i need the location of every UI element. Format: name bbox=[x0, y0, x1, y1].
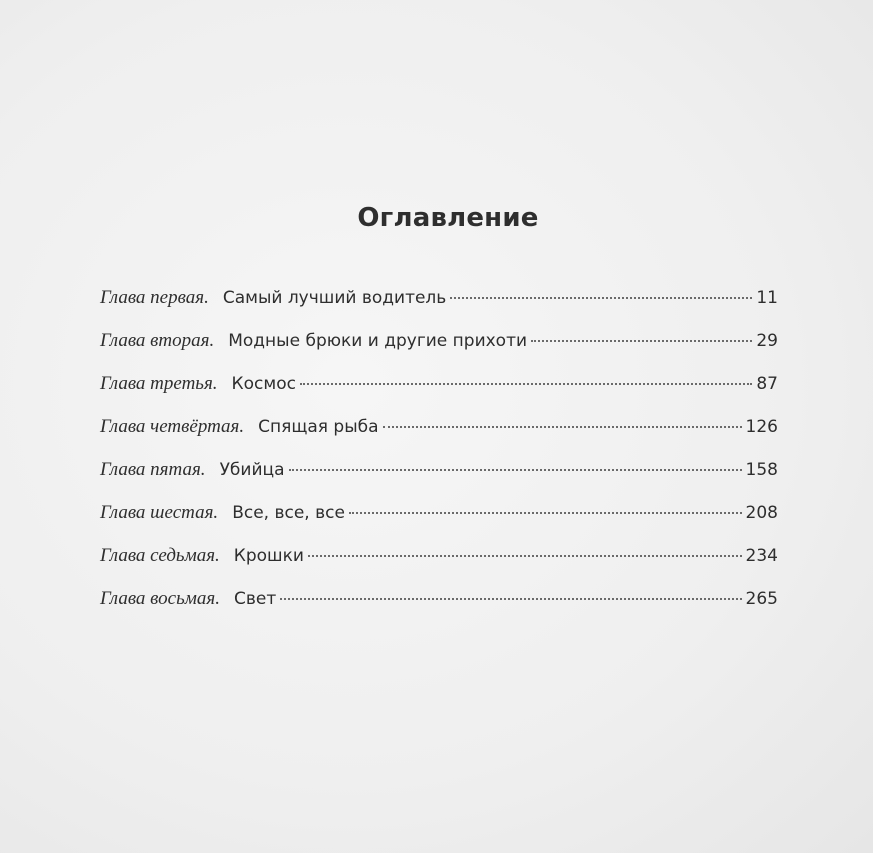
dot-leader bbox=[349, 511, 742, 514]
chapter-label: Глава первая. bbox=[100, 287, 209, 308]
chapter-title: Крошки bbox=[233, 546, 304, 566]
chapter-label: Глава восьмая. bbox=[100, 588, 220, 609]
chapter-title: Свет bbox=[233, 589, 277, 609]
dot-leader bbox=[531, 339, 752, 342]
page-number: 158 bbox=[745, 460, 778, 480]
page-title: Оглавление bbox=[357, 203, 539, 234]
chapter-label: Глава четвёртая. bbox=[100, 416, 245, 437]
dot-leader bbox=[289, 468, 742, 471]
chapter-title: Космос bbox=[231, 374, 296, 394]
page-number: 29 bbox=[756, 331, 778, 351]
chapter-label: Глава шестая. bbox=[100, 502, 219, 523]
toc-entry-1 bbox=[100, 284, 778, 327]
chapter-label: Глава третья. bbox=[100, 373, 218, 394]
chapter-label: Глава седьмая. bbox=[100, 545, 220, 566]
dot-leader bbox=[450, 296, 752, 299]
toc-entry-3 bbox=[100, 370, 778, 413]
chapter-title: Все, все, все bbox=[232, 503, 345, 523]
page-number: 234 bbox=[745, 546, 778, 566]
chapter-label: Глава вторая. bbox=[100, 330, 215, 351]
toc-entry-2 bbox=[100, 327, 778, 370]
toc-entry-8 bbox=[100, 585, 778, 628]
page-number: 265 bbox=[745, 589, 778, 609]
dot-leader bbox=[383, 425, 742, 428]
page-number: 126 bbox=[745, 417, 778, 437]
toc-entry-5 bbox=[100, 456, 778, 499]
dot-leader bbox=[280, 597, 741, 600]
toc-entry-4 bbox=[100, 413, 778, 456]
chapter-title: Самый лучший водитель bbox=[222, 288, 447, 308]
dot-leader bbox=[300, 382, 752, 385]
page-number: 11 bbox=[756, 288, 778, 308]
page-number: 87 bbox=[756, 374, 778, 394]
table-of-contents bbox=[100, 284, 778, 628]
chapter-label: Глава пятая. bbox=[100, 459, 206, 480]
chapter-title: Убийца bbox=[219, 460, 285, 480]
toc-entry-7 bbox=[100, 542, 778, 585]
dot-leader bbox=[308, 554, 742, 557]
toc-entry-6 bbox=[100, 499, 778, 542]
chapter-title: Спящая рыба bbox=[258, 417, 379, 437]
page-number: 208 bbox=[745, 503, 778, 523]
chapter-title: Модные брюки и другие прихоти bbox=[228, 331, 528, 351]
